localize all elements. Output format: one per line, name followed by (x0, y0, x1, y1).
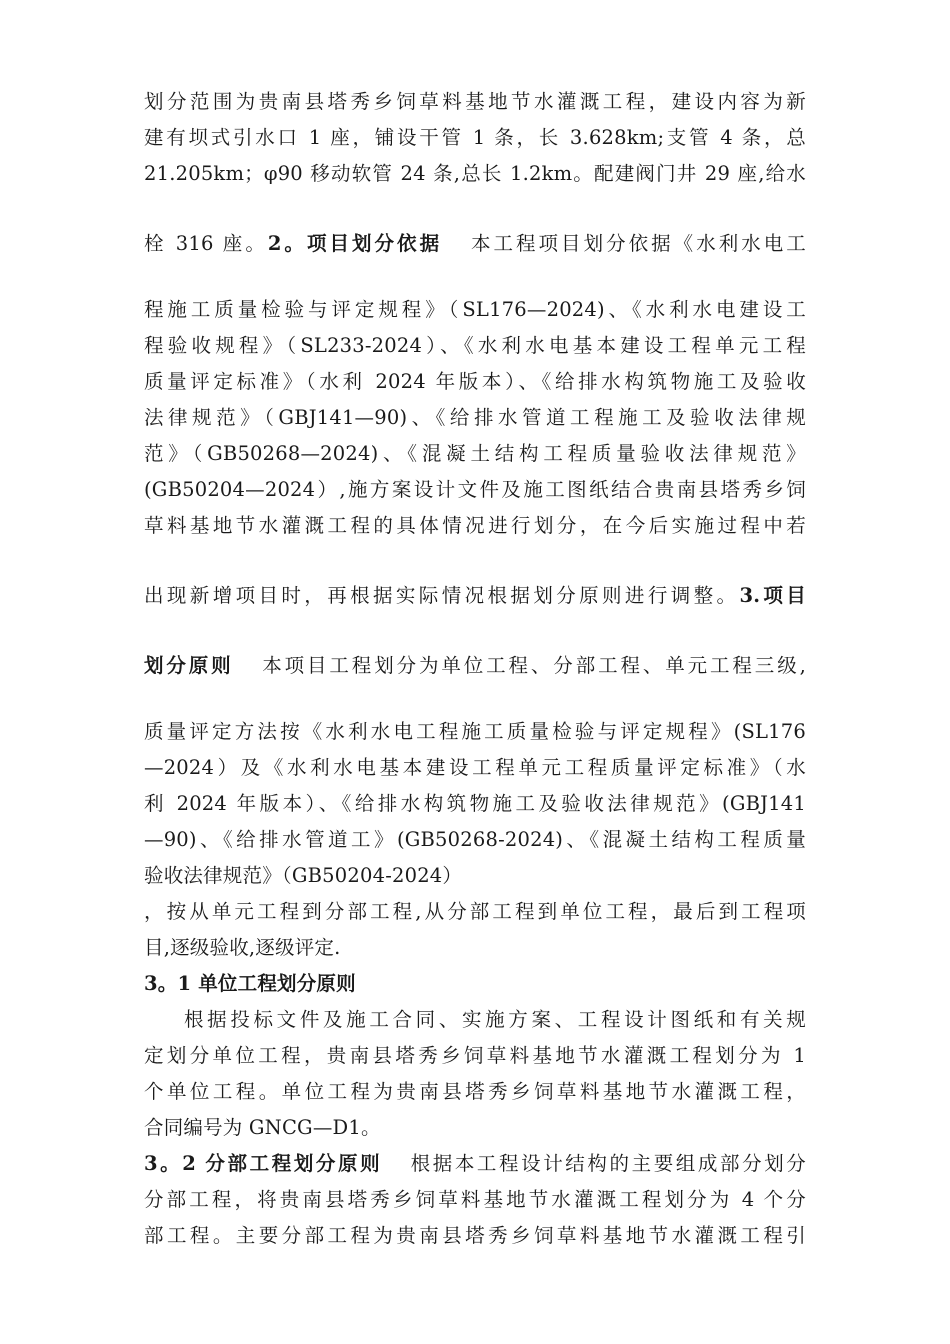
paragraph-line: 目,逐级验收,逐级评定. (144, 936, 341, 959)
paragraph-text: 本项目工程划分为单位工程、分部工程、单元工程三级, (259, 654, 806, 677)
paragraph-line: 分部工程，将贵南县塔秀乡饲草料基地节水灌溉工程划分为 4 个分 (144, 1188, 806, 1211)
paragraph-line: 定划分单位工程，贵南县塔秀乡饲草料基地节水灌溉工程划分为 1 (144, 1044, 806, 1067)
section-heading-3-part1: 3.项目 (739, 584, 806, 607)
paragraph-line: ，按从单元工程到分部工程,从分部工程到单位工程，最后到工程项 (144, 900, 806, 923)
paragraph-line (144, 1146, 806, 1182)
paragraph-line: 程施工质量检验与评定规程》（SL176—2024)、《水利水电建设工 (144, 298, 806, 321)
paragraph-line: —2024）及《水利水电基本建设工程单元工程质量评定标准》（水 (144, 756, 806, 779)
paragraph-line (144, 578, 806, 614)
paragraph-line: —90)、《给排水管道工》(GB50268-2024)、《混凝土结构工程质量 (144, 828, 806, 851)
paragraph-line: 利 2024 年版本）、《给排水构筑物施工及验收法律规范》(GBJ141 (144, 792, 806, 815)
paragraph-text: 出现新增项目时，再根据实际情况根据划分原则进行调整。 (144, 584, 740, 607)
paragraph-line: 质量评定标准》（水利 2024 年版本）、《给排水构筑物施工及验收 (144, 370, 806, 393)
paragraph-line: 程验收规程》（SL233-2024）、《水利水电基本建设工程单元工程 (144, 334, 806, 357)
paragraph-line (144, 226, 806, 262)
paragraph-line: 21.205km；φ90 移动软管 24 条,总长 1.2km。配建阀门井 29 座,给水 (144, 162, 806, 185)
paragraph-text: 本工程项目划分依据《水利水电工 (468, 232, 806, 255)
paragraph-text: 栓 316 座。 (144, 232, 268, 255)
paragraph-text: 根据本工程设计结构的主要组成部分划分 (408, 1152, 806, 1175)
paragraph-line: 法律规范》（GBJ141—90)、《给排水管道工程施工及验收法律规 (144, 406, 806, 429)
paragraph-line: 范》（GB50268—2024)、《混凝土结构工程质量验收法律规范》 (144, 442, 806, 465)
section-heading-3-part2: 划分原则 (144, 654, 234, 677)
paragraph-line: 合同编号为 GNCG—D1。 (144, 1116, 381, 1139)
section-heading-3-1: 3。1 单位工程划分原则 (144, 972, 356, 995)
paragraph-line: (GB50204—2024）,施方案设计文件及施工图纸结合贵南县塔秀乡饲 (144, 478, 806, 501)
paragraph-line: 草料基地节水灌溉工程的具体情况进行划分，在今后实施过程中若 (144, 514, 806, 537)
paragraph-line: 质量评定方法按《水利水电工程施工质量检验与评定规程》(SL176 (144, 720, 806, 743)
paragraph-line: 建有坝式引水口 1 座，铺设干管 1 条，长 3.628km;支管 4 条，总 (144, 126, 806, 149)
paragraph-line: 验收法律规范》（GB50204-2024） (144, 864, 463, 887)
section-heading-3-2: 3。2 分部工程划分原则 (144, 1152, 383, 1175)
paragraph-line: 根据投标文件及施工合同、实施方案、工程设计图纸和有关规 (184, 1008, 806, 1031)
section-heading-2: 2。项目划分依据 (267, 232, 443, 255)
paragraph-line: 个单位工程。单位工程为贵南县塔秀乡饲草料基地节水灌溉工程， (144, 1080, 806, 1103)
document-page (144, 84, 806, 1254)
paragraph-line (144, 648, 806, 684)
paragraph-line: 部工程。主要分部工程为贵南县塔秀乡饲草料基地节水灌溉工程引 (144, 1224, 806, 1247)
paragraph-line: 划分范围为贵南县塔秀乡饲草料基地节水灌溉工程，建设内容为新 (144, 90, 806, 113)
